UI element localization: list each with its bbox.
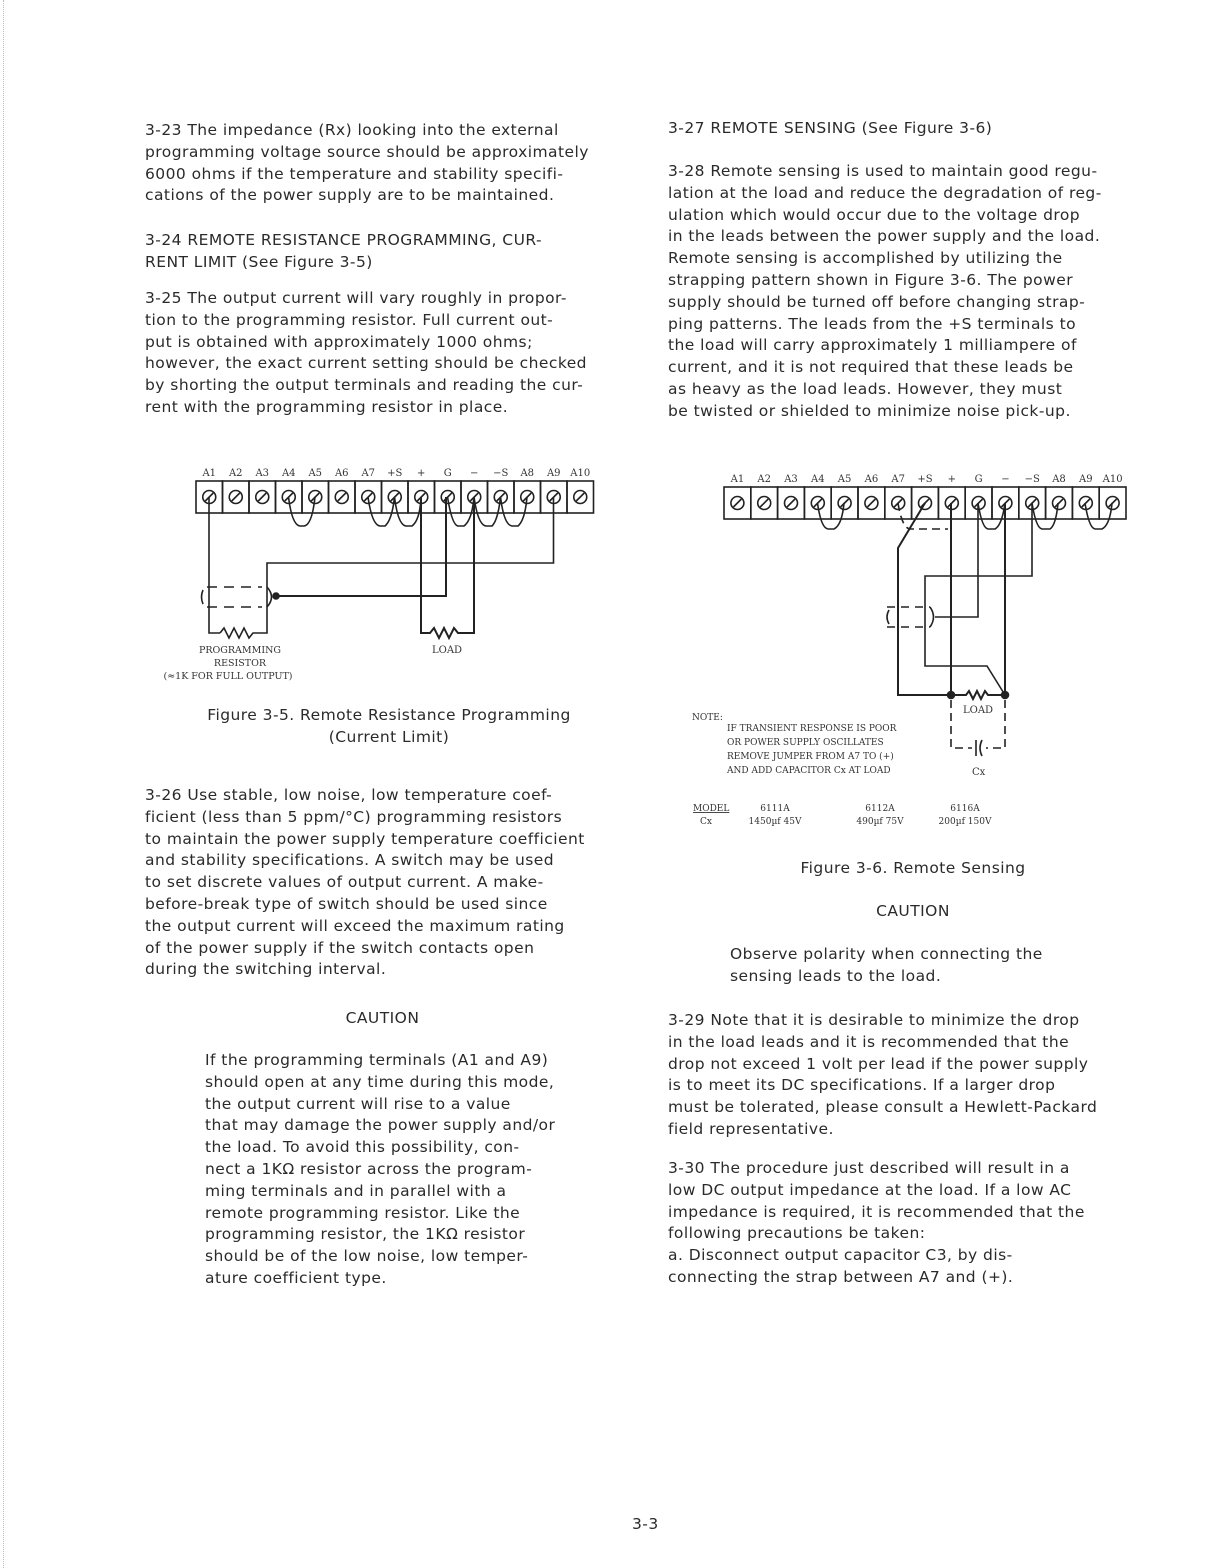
text-line: current, and it is not required that these leads be <box>668 358 1074 377</box>
shield-return <box>930 607 934 627</box>
note-line-4: AND ADD CAPACITOR Cx AT LOAD <box>727 766 891 776</box>
terminal-strip <box>724 474 1126 519</box>
terminal-label: A1 <box>202 468 217 479</box>
text-line: programming voltage source should be approximately <box>145 142 589 161</box>
text-line: 3-25 The output current will vary roughly in propor- <box>145 289 567 307</box>
screw-slot <box>867 499 875 507</box>
text-line: to set discrete values of output current. A make- <box>145 873 544 892</box>
text-line: programming resistor, the 1KΩ resistor <box>205 1225 526 1244</box>
text-line: 3-30 The procedure just described will result in a <box>668 1159 1070 1177</box>
text-line: a. Disconnect output capacitor C3, by dis- <box>668 1246 1013 1265</box>
programming-resistor <box>220 497 554 638</box>
text-line: of the power supply if the switch contacts open <box>145 938 535 957</box>
terminal-label: +S <box>917 474 933 485</box>
terminal-label: A7 <box>361 468 376 479</box>
prog-label-3: (≈1K FOR FULL OUTPUT) <box>163 671 293 682</box>
screw-slot <box>232 493 240 501</box>
text-line: drop not exceed 1 volt per lead if the power supply <box>668 1054 1089 1073</box>
text-line: that may damage the power supply and/or <box>205 1116 556 1135</box>
text-line: as heavy as the load leads. However, they must <box>668 379 1063 398</box>
text-line: (Current Limit) <box>328 727 450 746</box>
text-line: If the programming terminals (A1 and A9) <box>205 1051 549 1069</box>
text-line: 3-23 The impedance (Rx) looking into the external <box>145 121 559 139</box>
wire-a1 <box>209 497 220 633</box>
terminal-label: A9 <box>1079 474 1093 485</box>
terminal-label: A10 <box>1102 474 1123 485</box>
table-model-label: MODEL <box>693 804 730 814</box>
table-cx-label: Cx <box>700 817 712 827</box>
text-line: following precautions be taken: <box>668 1224 926 1243</box>
load-resistor <box>421 497 474 638</box>
heading-text: 3-27 REMOTE SENSING (See Figure 3-6) <box>668 119 993 137</box>
text-line: 3-26 Use stable, low noise, low temperature coef- <box>145 786 553 804</box>
shield-dashed <box>207 587 262 607</box>
text-line: connecting the strap between A7 and (+). <box>668 1267 1014 1286</box>
load-terminal-minus <box>1002 692 1009 699</box>
terminal-label: −S <box>493 468 509 479</box>
text-line: tion to the programming resistor. Full current out- <box>145 310 554 329</box>
text-line: remote programming resistor. Like the <box>205 1203 521 1222</box>
text-line: must be tolerated, please consult a Hewlett-Packard <box>668 1098 1098 1117</box>
screw-slot <box>760 499 768 507</box>
text-line: rent with the programming resistor in place. <box>145 397 509 416</box>
text-line: nect a 1KΩ resistor across the program- <box>205 1159 533 1178</box>
terminal-label: A9 <box>546 468 561 479</box>
prog-label-1: PROGRAMMING <box>198 645 282 656</box>
terminal-label: A5 <box>308 468 323 479</box>
text-line: field representative. <box>668 1119 834 1138</box>
text-line: in the load leads and it is recommended that the <box>668 1032 1070 1051</box>
text-line: sensing leads to the load. <box>730 966 942 985</box>
terminal-label: A2 <box>757 474 771 485</box>
text-line: low DC output impedance at the load. If a low AC <box>668 1180 1072 1199</box>
terminal-label: A10 <box>570 468 591 479</box>
text-line: 3-29 Note that it is desirable to minimize the drop <box>668 1011 1080 1029</box>
text-line: the output current will rise to a value <box>205 1094 511 1113</box>
text-line: before-break type of switch should be used since <box>145 894 548 913</box>
terminal-label: G <box>443 468 452 479</box>
terminal-label: A7 <box>891 474 905 485</box>
screw-slot <box>841 499 849 507</box>
capacitor-symbol <box>976 740 982 756</box>
text-line: is to meet its DC specifications. If a larger drop <box>668 1076 1056 1095</box>
screw-slot <box>576 493 584 501</box>
text-line: ping patterns. The leads from the +S terminals to <box>668 314 1077 333</box>
terminal-label: +S <box>387 468 403 479</box>
model-2: 6112A <box>865 804 895 814</box>
terminal-label: A6 <box>864 474 879 485</box>
note-line-3: REMOVE JUMPER FROM A7 TO (+) <box>727 752 894 762</box>
text-line: 3-28 Remote sensing is used to maintain good regu- <box>668 162 1098 180</box>
shield-end <box>202 590 204 604</box>
cx-value-2: 490µf 75V <box>856 817 904 827</box>
note-line-1: IF TRANSIENT RESPONSE IS POOR <box>727 724 897 734</box>
text-line: be twisted or shielded to minimize noise pick-up. <box>668 401 1071 420</box>
prog-label-2: RESISTOR <box>213 658 267 669</box>
terminal-label: A3 <box>255 468 270 479</box>
terminal-label: A5 <box>837 474 852 485</box>
terminal-label: A8 <box>520 468 535 479</box>
screw-slot <box>787 499 795 507</box>
model-3: 6116A <box>950 804 980 814</box>
note-line-2: OR POWER SUPPLY OSCILLATES <box>727 738 884 748</box>
terminal-label: − <box>470 468 479 479</box>
note-title: NOTE: <box>692 713 723 723</box>
text-line: supply should be turned off before changing strap- <box>668 292 1086 311</box>
terminal-label: G <box>974 474 983 485</box>
figure-3-6-diagram <box>692 474 1126 827</box>
text-line: the load will carry approximately 1 milliampere of <box>668 336 1077 355</box>
text-line: 3-24 REMOTE RESISTANCE PROGRAMMING, CUR- <box>145 231 543 249</box>
text-line: ming terminals and in parallel with a <box>205 1181 507 1200</box>
caution-title: CAUTION <box>876 902 950 920</box>
terminal-label: A1 <box>730 474 745 485</box>
text-line: strapping pattern shown in Figure 3-6. The power <box>668 270 1074 289</box>
text-line: during the switching interval. <box>145 960 387 979</box>
text-line: the output current will exceed the maximum rating <box>145 916 565 935</box>
text-line: put is obtained with approximately 1000 ohms; <box>145 332 533 351</box>
terminal-label: A2 <box>228 468 243 479</box>
text-line: in the leads between the power supply and the load. <box>668 227 1101 246</box>
screw-slot <box>1109 499 1117 507</box>
text-line: should open at any time during this mode, <box>205 1072 555 1091</box>
terminal-label: A4 <box>281 468 296 479</box>
junction-dot <box>273 593 279 599</box>
shield-end <box>887 610 889 624</box>
screw-slot <box>338 493 346 501</box>
text-line: ulation which would occur due to the voltage drop <box>668 205 1081 224</box>
screw-slot <box>733 499 741 507</box>
terminal-label: A4 <box>811 474 825 485</box>
terminal-label: A8 <box>1052 474 1066 485</box>
terminal-label: − <box>1001 474 1010 485</box>
text-line: lation at the load and reduce the degradation of reg- <box>668 183 1102 202</box>
text-line: impedance is required, it is recommended that the <box>668 1202 1085 1221</box>
figure-3-5-diagram <box>163 468 593 682</box>
terminal-label: −S <box>1024 474 1040 485</box>
text-line: and stability specifications. A switch may be used <box>145 851 555 870</box>
text-line: 6000 ohms if the temperature and stability specifi- <box>145 164 564 183</box>
terminal-label: A3 <box>784 474 798 485</box>
text-line: however, the exact current setting should be checked <box>145 354 587 373</box>
text-line: by shorting the output terminals and reading the cur- <box>145 376 584 395</box>
text-line: the load. To avoid this possibility, con- <box>205 1138 520 1157</box>
load-label: LOAD <box>432 645 463 656</box>
terminal-label: + <box>947 474 956 485</box>
text-line: Observe polarity when connecting the <box>730 945 1043 963</box>
terminal-label: A6 <box>334 468 349 479</box>
wire-g <box>935 503 978 617</box>
load-label: LOAD <box>963 705 994 716</box>
text-line: ficient (less than 5 ppm/°C) programming resistors <box>145 807 563 826</box>
caution-title: CAUTION <box>345 1009 420 1027</box>
text-line: Figure 3-5. Remote Resistance Programming <box>207 706 571 724</box>
cx-value-3: 200µf 150V <box>938 817 992 827</box>
load-terminal-plus <box>948 692 955 699</box>
terminal-label: + <box>417 468 426 479</box>
model-1: 6111A <box>760 804 790 814</box>
shield-dashed <box>887 607 930 627</box>
text-line: RENT LIMIT (See Figure 3-5) <box>145 252 373 271</box>
terminal-strip <box>196 468 594 513</box>
text-line: cations of the power supply are to be maintained. <box>145 186 555 205</box>
text-line: to maintain the power supply temperature coefficient <box>145 829 585 848</box>
strap-a7-s-plus <box>368 497 421 526</box>
page-number-text: 3-3 <box>632 1515 659 1533</box>
text-line: Remote sensing is accomplished by utilizing the <box>668 249 1063 268</box>
text-line: ature coefficient type. <box>205 1268 387 1287</box>
caption-text: Figure 3-6. Remote Sensing <box>800 859 1026 877</box>
cx-value-1: 1450µf 45V <box>748 817 802 827</box>
load-resistor <box>951 691 1005 699</box>
screw-slot <box>1055 499 1063 507</box>
cx-label: Cx <box>972 767 986 778</box>
screw-slot <box>258 493 266 501</box>
text-line: should be of the low noise, low temper- <box>205 1247 529 1266</box>
